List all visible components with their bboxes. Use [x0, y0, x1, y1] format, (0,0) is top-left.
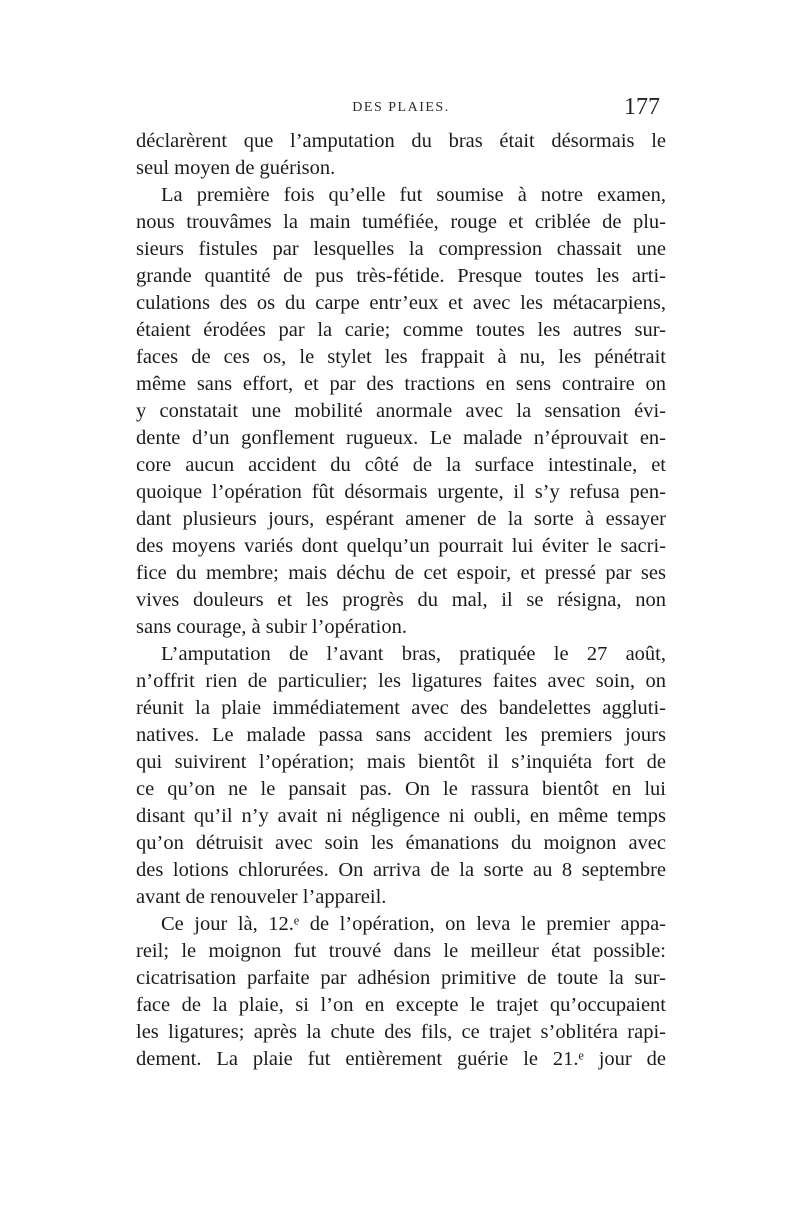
- text-line: La première fois qu’elle fut soumise à notre examen,: [161, 184, 666, 206]
- text-line: cicatrisation parfaite par adhésion primitive de toute la sur-: [136, 967, 666, 989]
- text-line: quoique l’opération fût désormais urgente, il s’y refusa pen-: [136, 481, 666, 503]
- text-line: sieurs fistules par lesquelles la compression chassait une: [136, 238, 666, 260]
- text-line: même sans effort, et par des tractions en sens contraire on: [136, 373, 666, 395]
- text-line: faces de ces os, le stylet les frappait à nu, les pénétrait: [136, 346, 666, 368]
- text-line: qui suivirent l’opération; mais bientôt il s’inquiéta fort de: [136, 751, 666, 773]
- text-line: déclarèrent que l’amputation du bras était désormais le: [136, 130, 666, 152]
- running-title: DES PLAIES.: [352, 100, 450, 115]
- text-line: qu’on détruisit avec soin les émanations du moignon avec: [136, 832, 666, 854]
- text-line: y constatait une mobilité anormale avec la sensation évi-: [136, 400, 666, 422]
- text-line: grande quantité de pus très-fétide. Presque toutes les arti-: [136, 265, 666, 287]
- page-number: 177: [624, 94, 660, 120]
- text-line: sans courage, à subir l’opération.: [136, 616, 407, 638]
- text-line: disant qu’il n’y avait ni négligence ni oubli, en même temps: [136, 805, 666, 827]
- text-line: n’offrit rien de particulier; les ligatures faites avec soin, on: [136, 670, 666, 692]
- text-line: L’amputation de l’avant bras, pratiquée le 27 août,: [161, 643, 666, 665]
- text-line: des moyens variés dont quelqu’un pourrait lui éviter le sacri-: [136, 535, 666, 557]
- text-line: fice du membre; mais déchu de cet espoir, et pressé par ses: [136, 562, 666, 584]
- text-line: nous trouvâmes la main tuméfiée, rouge et criblée de plu-: [136, 211, 666, 233]
- text-line: ce qu’on ne le pansait pas. On le rassura bientôt en lui: [136, 778, 666, 800]
- text-line: des lotions chlorurées. On arriva de la sorte au 8 septembre: [136, 859, 666, 881]
- text-line: face de la plaie, si l’on en excepte le trajet qu’occupaient: [136, 994, 666, 1016]
- text-line: Ce jour là, 12.ᵉ de l’opération, on leva le premier appa-: [161, 913, 666, 935]
- text-line: dente d’un gonflement rugueux. Le malade n’éprouvait en-: [136, 427, 666, 449]
- text-line: étaient érodées par la carie; comme toutes les autres sur-: [136, 319, 666, 341]
- text-line: avant de renouveler l’appareil.: [136, 886, 387, 908]
- text-line: natives. Le malade passa sans accident les premiers jours: [136, 724, 666, 746]
- text-line: dement. La plaie fut entièrement guérie le 21.ᵉ jour de: [136, 1048, 666, 1070]
- text-line: vives douleurs et les progrès du mal, il se résigna, non: [136, 589, 666, 611]
- text-line: seul moyen de guérison.: [136, 157, 336, 179]
- text-line: culations des os du carpe entr’eux et avec les métacarpiens,: [136, 292, 666, 314]
- text-line: reil; le moignon fut trouvé dans le meilleur état possible:: [136, 940, 666, 962]
- text-line: dant plusieurs jours, espérant amener de la sorte à essayer: [136, 508, 666, 530]
- text-line: les ligatures; après la chute des fils, ce trajet s’oblitéra rapi-: [136, 1021, 666, 1043]
- text-line: réunit la plaie immédiatement avec des bandelettes aggluti-: [136, 697, 666, 719]
- text-line: core aucun accident du côté de la surface intestinale, et: [136, 454, 666, 476]
